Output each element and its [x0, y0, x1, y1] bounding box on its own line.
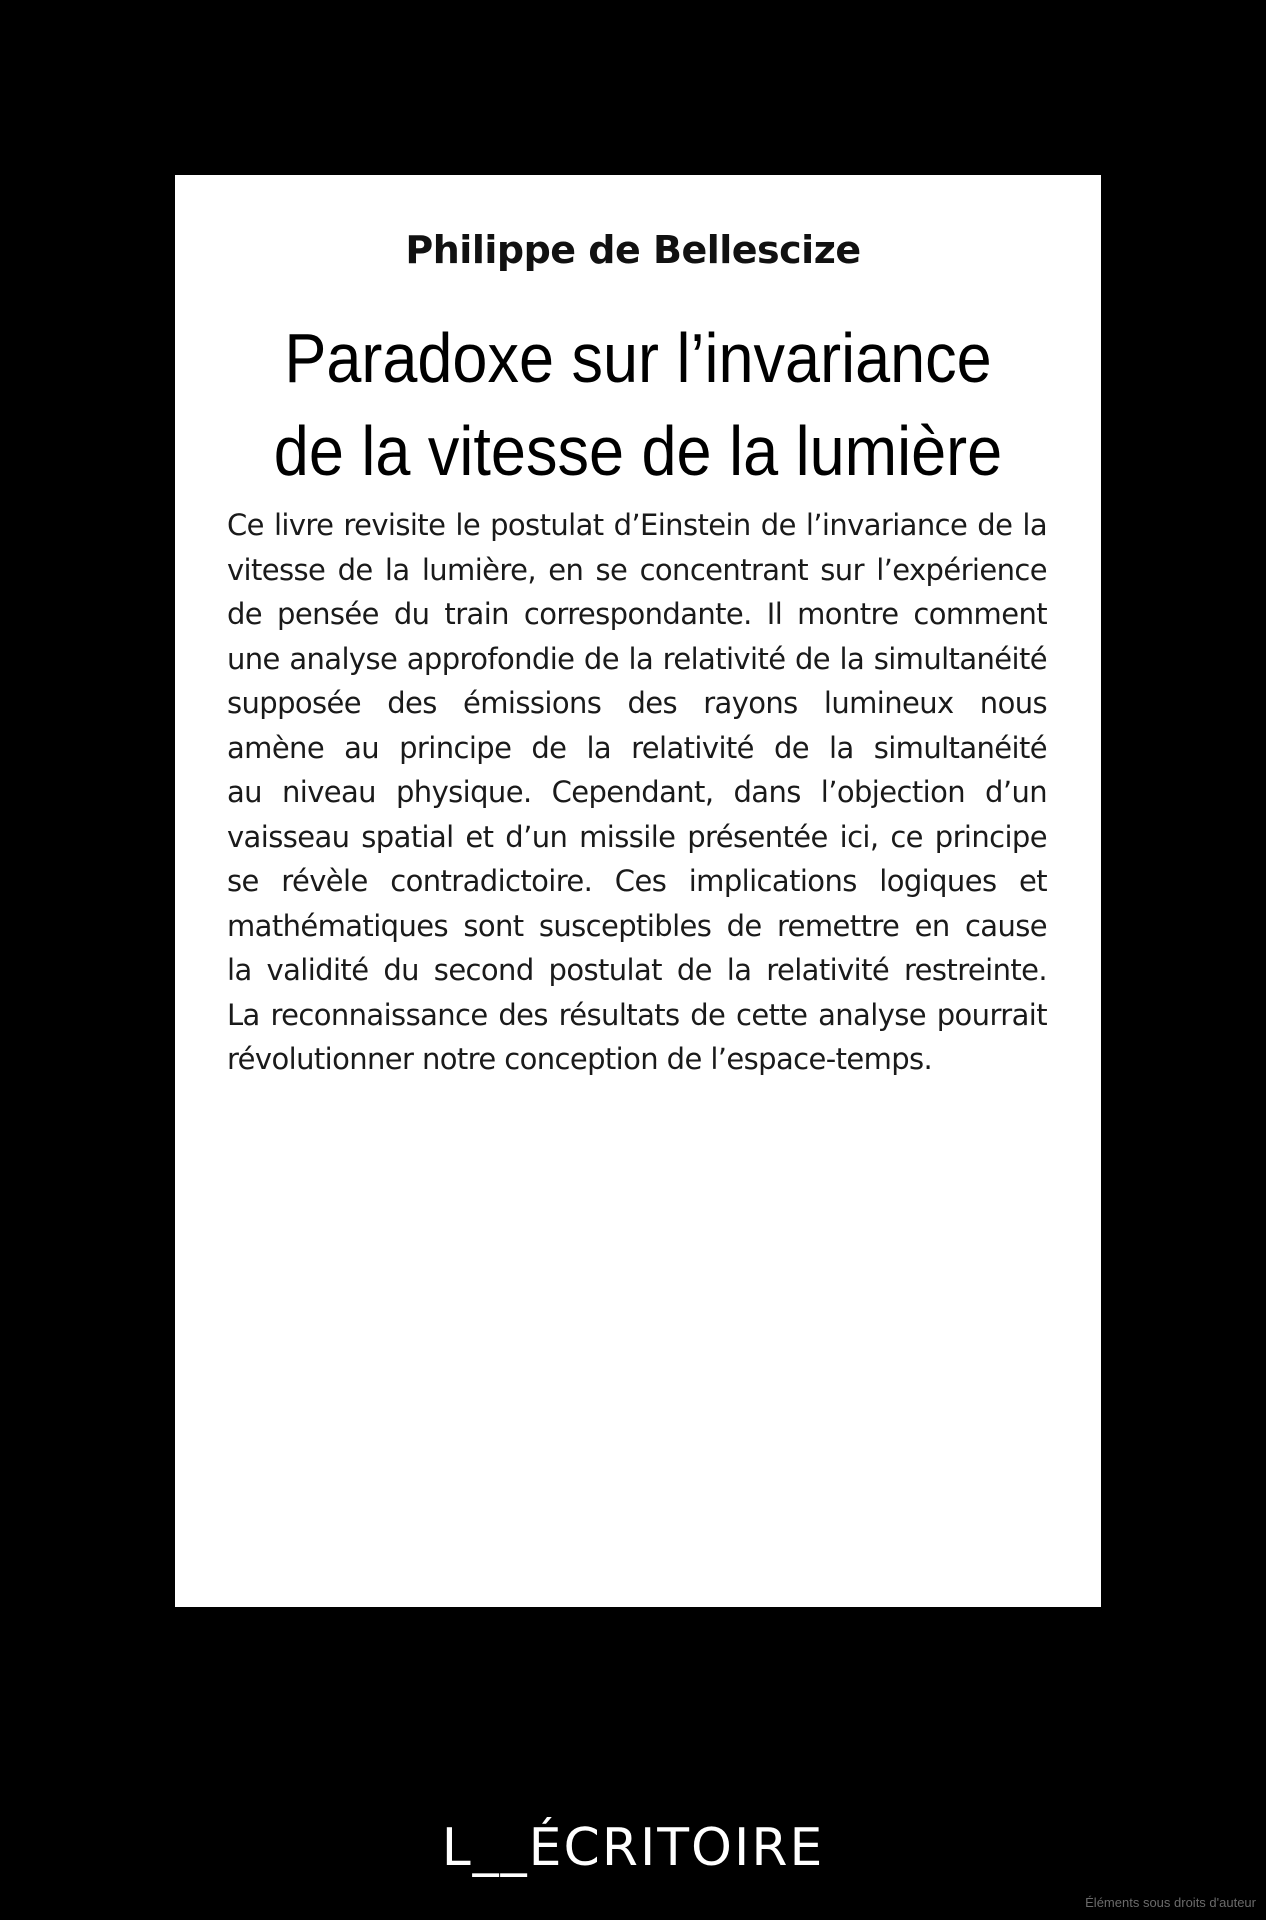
description-line: mathématiques sont susceptibles de remettre en cause	[227, 908, 1047, 943]
description-line: révolutionner notre conception de l’espace-temps.	[227, 1042, 933, 1076]
description-line: supposée des émissions des rayons lumineux nous	[227, 686, 1047, 720]
description-line: Ce livre revisite le postulat d’Einstein de l’invariance de la	[227, 508, 1047, 542]
publisher-name: L__ÉCRITOIRE	[441, 1818, 825, 1878]
description-line: amène au principe de la relativité de la simultanéité	[227, 730, 1047, 765]
description-line: une analyse approfondie de la relativité de la simultanéité	[227, 641, 1047, 676]
publisher-logo	[0, 1812, 1266, 1884]
title-line-2: de la vitesse de la lumière	[273, 412, 1003, 490]
author-name: Philippe de Bellescize	[405, 228, 861, 272]
book-description	[227, 503, 1047, 1082]
copyright-notice: Éléments sous droits d'auteur	[1085, 1895, 1256, 1910]
title-line-1: Paradoxe sur l’invariance	[284, 319, 992, 397]
description-line: se révèle contradictoire. Ces implications logiques et	[227, 864, 1047, 898]
description-line: vaisseau spatial et d’un missile présentée ici, ce principe	[227, 819, 1047, 854]
book-title	[221, 312, 1054, 498]
description-line: La reconnaissance des résultats de cette analyse pourrait	[227, 997, 1047, 1032]
description-line: vitesse de la lumière, en se concentrant sur l’expérience	[227, 552, 1047, 587]
description-line: la validité du second postulat de la relativité restreinte.	[227, 953, 1047, 987]
description-line: de pensée du train correspondante. Il montre comment	[227, 597, 1047, 631]
description-line: au niveau physique. Cependant, dans l’objection d’un	[227, 775, 1047, 809]
